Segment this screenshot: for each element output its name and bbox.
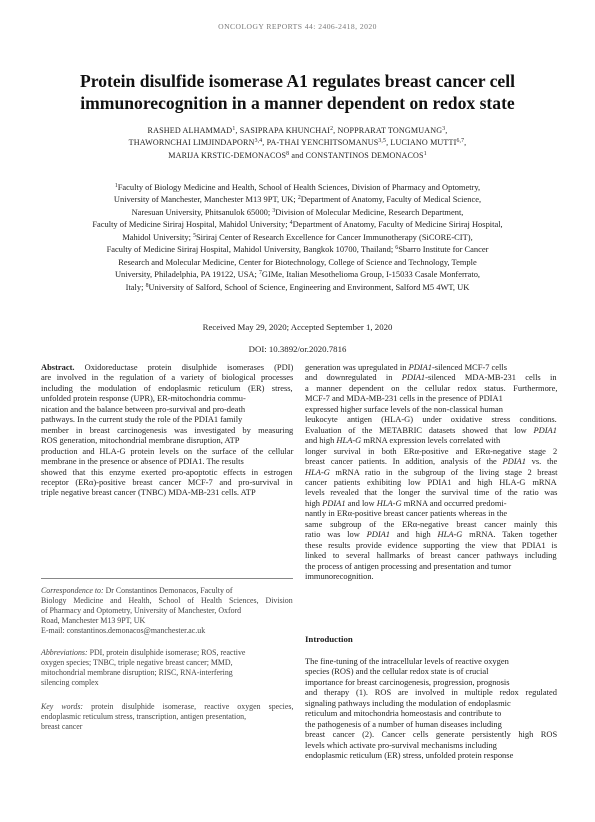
text-run: PDIA1 xyxy=(533,424,557,435)
text-line xyxy=(305,571,557,581)
text-run: , PA-THAI YENCHITSOMANUS xyxy=(262,138,379,148)
text-line xyxy=(41,678,293,688)
text-line xyxy=(305,698,557,708)
text-line xyxy=(41,393,293,403)
section-heading-introduction: Introduction xyxy=(305,634,353,644)
text-run: endoplasmic reticulum (ER) stress, unfolded protein response xyxy=(305,750,514,761)
text-run: Road, Manchester M13 9PT, UK xyxy=(41,615,146,625)
text-run: protein disulphide isomerase, reactive oxygen species, xyxy=(83,702,294,711)
text-run: importance for breast carcinogenesis, progression, prognosis xyxy=(305,676,510,687)
text-line xyxy=(40,268,555,280)
text-line xyxy=(305,750,557,760)
text-run: same subgroup of the ERα-negative breast cancer mainly this xyxy=(305,518,558,529)
text-run: Evaluation of the METABRIC datasets showed that low xyxy=(305,424,534,435)
text-run: University, Philadelphia, PA 19122, USA; xyxy=(114,269,259,280)
text-line xyxy=(305,719,557,729)
text-run: production and HLA-G protein levels on the surface of the cellular xyxy=(41,445,294,456)
text-line xyxy=(41,456,293,466)
text-run: 5 xyxy=(193,232,196,239)
footnote-divider xyxy=(41,578,293,579)
title-line: immunorecognition in a manner dependent on redox state xyxy=(80,93,515,113)
text-line xyxy=(305,687,557,697)
text-run: silencing complex xyxy=(41,677,99,687)
text-line xyxy=(40,231,555,243)
text-line xyxy=(305,414,557,424)
text-line xyxy=(305,508,557,518)
text-run: PDIA1 xyxy=(408,362,432,372)
text-run: immunorecognition. xyxy=(305,571,374,582)
text-line xyxy=(41,362,293,372)
text-run: and high xyxy=(390,529,438,540)
text-line xyxy=(41,712,293,722)
text-run: and therapy (1). ROS are involved in multiple redox regulated xyxy=(305,687,557,698)
text-line xyxy=(41,668,293,678)
text-line xyxy=(40,281,555,293)
text-run: the pathogenesis of a number of human diseases including xyxy=(305,718,502,729)
text-run: expressed higher surface levels of the non-classical human xyxy=(305,403,503,414)
text-run: , NOPPRARAT TONGMUANG xyxy=(333,126,443,135)
text-run: mRNA expression levels correlated with xyxy=(361,435,501,446)
text-line xyxy=(40,181,555,193)
text-run: 2 xyxy=(297,195,301,202)
text-run: oxygen species; TNBC, triple negative breast cancer; MMD, xyxy=(41,657,233,667)
text-line xyxy=(41,658,293,668)
text-run: and high xyxy=(305,435,337,446)
text-line xyxy=(40,193,555,205)
text-line xyxy=(305,561,557,571)
text-run: breast cancer (2). Cancer cells generate persistently high ROS xyxy=(305,729,558,740)
text-run: ROS generation, mitochondrial membrane disruption, ATP xyxy=(41,435,240,446)
text-run: Research and Molecular Medicine, Center for Biotechnology, College of Science and Technology, Temple xyxy=(118,256,477,267)
text-line xyxy=(305,729,557,739)
text-line xyxy=(305,456,557,466)
text-run: and downregulated in xyxy=(305,372,402,383)
text-run: levels which activate pro-survival mechanisms including xyxy=(305,739,497,750)
author-list xyxy=(40,125,555,162)
text-line xyxy=(41,467,293,477)
text-run: Biology Medicine and Health, School of Health Sciences, Division xyxy=(41,595,293,605)
affiliation-list xyxy=(40,181,555,293)
text-run: Dr Constantinos Demonacos, Faculty of xyxy=(103,586,233,595)
text-run: , SASIPRAPA KHUNCHAI xyxy=(235,126,331,135)
text-run: PDIA1 xyxy=(502,456,526,467)
text-line xyxy=(305,540,557,550)
text-run: Mahidol University; xyxy=(122,231,194,242)
text-line xyxy=(41,722,293,732)
text-run: Faculty of Biology Medicine and Health, School of Health Sciences, Division of Pharmacy and Optometry, xyxy=(117,182,481,192)
text-run: are involved in the regulation of a variety of biological processes xyxy=(41,372,294,383)
text-run: Sbarro Institute for Cancer xyxy=(398,244,489,255)
correspondence-note xyxy=(41,586,293,636)
text-run: Correspondence to: xyxy=(41,586,104,595)
text-run: mRNA. Taken together xyxy=(462,529,558,540)
text-run: unfolded protein response (UPR), ER-mitochondria commu- xyxy=(41,393,246,404)
received-accepted-dates: Received May 29, 2020; Accepted September 1, 2020 xyxy=(202,322,393,332)
text-run: 8 xyxy=(286,150,290,157)
abstract-continued xyxy=(305,362,557,582)
text-run: PDI, protein disulphide isomerase; ROS, reactive xyxy=(87,648,246,657)
text-run: the process of antigen processing and presentation and tumor xyxy=(305,560,512,571)
text-run: -silenced MDA-MB-231 cells in xyxy=(425,372,557,383)
text-line xyxy=(41,616,293,626)
text-line xyxy=(41,414,293,424)
text-run: , LUCIANO MUTTI xyxy=(386,138,457,148)
text-line xyxy=(41,626,293,636)
text-run: mRNA and occurred predomi- xyxy=(401,497,507,508)
text-run: Abbreviations: xyxy=(41,648,88,657)
paper-title xyxy=(40,70,555,114)
text-line xyxy=(305,362,557,372)
text-line xyxy=(40,218,555,230)
text-run: leukocyte antigen (HLA-G) under oxidative stress conditions. xyxy=(305,414,557,425)
text-run: endoplasmic reticulum stress, transcription, antigen presentation, xyxy=(41,711,247,721)
text-run: and low xyxy=(345,497,377,508)
text-run: of Pharmacy and Optometry, University of Manchester, Oxford xyxy=(41,605,242,615)
text-run: Faculty of Medicine Siriraj Hospital, Mahidol University, Bangkok 10700, Thailand; xyxy=(106,244,396,255)
text-line xyxy=(305,425,557,435)
text-run: 8 xyxy=(145,282,149,289)
text-run: member in breast carcinogenesis was investigated by measuring xyxy=(41,424,294,435)
text-run: these results provide evidence supporting the view that PDIA1 is xyxy=(305,539,558,550)
text-run: University of Manchester, Manchester M13 9PT, UK; xyxy=(113,194,298,205)
text-line xyxy=(305,487,557,497)
text-run: HLA-G xyxy=(336,435,362,446)
text-run: ratio was low xyxy=(305,529,367,540)
text-run: showed that this enzyme exerted pro-apoptotic effects in estrogen xyxy=(41,466,293,477)
text-run: Department of Anatomy, Faculty of Medicine Siriraj Hospital, xyxy=(292,219,503,230)
text-run: HLA-G xyxy=(305,466,330,477)
doi: DOI: 10.3892/or.2020.7816 xyxy=(248,344,347,354)
text-run: Key words: xyxy=(41,702,84,711)
text-line xyxy=(305,435,557,445)
text-run: PDIA1 xyxy=(401,372,426,383)
text-run: 2 xyxy=(330,126,334,132)
text-line xyxy=(305,708,557,718)
introduction-text xyxy=(305,656,557,761)
abbreviations-note xyxy=(41,648,293,688)
text-run: membrane in the presence or absence of PDIA1. The results xyxy=(41,456,244,467)
text-line xyxy=(41,648,293,658)
text-run: PDIA1 xyxy=(322,497,346,508)
text-run: Siriraj Center of Research Excellence for Cancer Immunotherapy (SiCORE-CIT), xyxy=(195,231,473,242)
text-run: breast cancer patients. In addition, analysis of the xyxy=(305,456,503,467)
text-line xyxy=(41,477,293,487)
text-run: signaling pathways including the modulation of endoplasmic xyxy=(305,697,511,708)
text-line xyxy=(305,404,557,414)
text-line xyxy=(41,372,293,382)
text-run: MCF-7 and MDA-MB-231 cells in the presence of PDIA1 xyxy=(305,393,503,404)
text-run: cancer patients exhibiting low PDIA1 and high HLA-G mRNA xyxy=(305,476,557,487)
text-run: 3 xyxy=(442,126,446,132)
text-run: Italy; xyxy=(125,281,146,292)
text-run: RASHED ALHAMMAD xyxy=(147,126,233,135)
text-line xyxy=(305,666,557,676)
text-run: 3,4 xyxy=(254,138,263,145)
keywords-note xyxy=(41,702,293,732)
text-line xyxy=(305,467,557,477)
text-run: 6 xyxy=(395,245,399,252)
text-run: THAWORNCHAI LIMJINDAPORN xyxy=(128,138,255,148)
text-run: Oxidoreductase protein disulphide isomerases (PDI) xyxy=(74,362,294,372)
text-run: MARIJA KRSTIC-DEMONACOS xyxy=(168,150,287,160)
text-run: and CONSTANTINOS DEMONACOS xyxy=(289,150,424,160)
text-run: generation was upregulated in xyxy=(305,362,409,372)
text-run: nantly in ERα-positive breast cancer patients whereas in the xyxy=(305,508,508,519)
text-line xyxy=(41,596,293,606)
text-line xyxy=(305,529,557,539)
text-line xyxy=(41,487,293,497)
text-line xyxy=(41,425,293,435)
text-line xyxy=(41,435,293,445)
text-line xyxy=(40,243,555,255)
text-run: , xyxy=(445,126,448,135)
text-line xyxy=(41,383,293,393)
text-run: E-mail: constantinos.demonacos@manchester.ac.uk xyxy=(41,625,206,635)
text-line xyxy=(40,137,555,149)
text-run: HLA-G xyxy=(376,497,402,508)
text-run: nication and the balance between pro-survival and pro-death xyxy=(41,403,246,414)
text-run: The fine-tuning of the intracellular levels of reactive oxygen xyxy=(305,656,509,666)
text-line xyxy=(41,606,293,616)
text-line xyxy=(305,740,557,750)
text-run: Naresuan University, Phitsanulok 65000; xyxy=(131,206,273,217)
text-line xyxy=(305,393,557,403)
text-run: a manner dependent on the cellular redox status. Furthermore, xyxy=(305,382,558,393)
text-run: 3,5 xyxy=(378,138,387,145)
text-run: including the modulation of endoplasmic reticulum (ER) stress, xyxy=(41,382,293,393)
text-run: receptor (ERα)-positive breast cancer MCF-7 and pro-survival in xyxy=(41,476,293,487)
text-run: mitochondrial membrane disruption; RISC, RNA-interfering xyxy=(41,667,233,677)
text-line xyxy=(305,550,557,560)
text-run: 6,7 xyxy=(456,138,465,145)
text-line xyxy=(40,256,555,268)
text-line xyxy=(305,519,557,529)
text-run: vs. the xyxy=(525,456,558,467)
text-run: Division of Molecular Medicine, Research Department, xyxy=(275,206,464,217)
text-line xyxy=(41,702,293,712)
text-run: Faculty of Medicine Siriraj Hospital, Mahidol University; xyxy=(92,219,290,230)
text-run: species (ROS) and the cellular redox state is of crucial xyxy=(305,666,489,677)
text-run: Abstract. xyxy=(41,362,75,372)
text-run: reticulum and mitochondria homeostasis and contribute to xyxy=(305,708,502,719)
text-line xyxy=(41,586,293,596)
text-line xyxy=(40,206,555,218)
text-run: breast cancer xyxy=(41,721,83,731)
text-run: GIMe, Italian Mesothelioma Group, I-15033 Casale Monferrato, xyxy=(261,269,481,280)
text-run: 3 xyxy=(272,207,276,214)
text-line xyxy=(305,372,557,382)
text-line xyxy=(305,477,557,487)
abstract xyxy=(41,362,293,498)
text-run: 4 xyxy=(289,220,293,227)
text-run: high xyxy=(305,497,323,508)
text-run: linked to several hallmarks of breast cancer pathways including xyxy=(305,550,557,561)
text-run: University of Salford, School of Science, Engineering and Environment, Salford M5 4WT, UK xyxy=(148,281,470,292)
text-run: 7 xyxy=(258,270,262,277)
title-line: Protein disulfide isomerase A1 regulates breast cancer cell xyxy=(79,71,516,91)
text-run: 1 xyxy=(232,126,236,132)
text-run: 1 xyxy=(114,183,118,189)
text-run: PDIA1 xyxy=(366,529,391,540)
text-run: pathways. In the current study the role of the PDIA1 family xyxy=(41,414,243,425)
text-run: -silenced MCF-7 cells xyxy=(432,362,507,372)
journal-header: ONCOLOGY REPORTS 44: 2406-2418, 2020 xyxy=(218,22,377,31)
text-line xyxy=(41,404,293,414)
text-run: 1 xyxy=(423,150,427,157)
text-line xyxy=(305,656,557,666)
text-run: triple negative breast cancer (TNBC) MDA-MB-231 cells. ATP xyxy=(41,487,256,498)
text-run: longer survival in both ERα-positive and ERα-negative stage 2 xyxy=(305,445,558,456)
text-run: levels revealed that the longer the survival time of the ratio was xyxy=(305,487,558,498)
text-line xyxy=(305,498,557,508)
text-line xyxy=(40,150,555,162)
text-line xyxy=(305,383,557,393)
text-line xyxy=(305,446,557,456)
text-line xyxy=(40,125,555,137)
text-run: HLA-G xyxy=(437,529,463,540)
text-run: mRNA ratio in the subgroup of the living stage 2 breast xyxy=(329,466,558,477)
text-line xyxy=(305,677,557,687)
text-run: Department of Anatomy, Faculty of Medical Science, xyxy=(300,194,482,205)
text-line xyxy=(41,446,293,456)
text-run: , xyxy=(464,138,467,148)
